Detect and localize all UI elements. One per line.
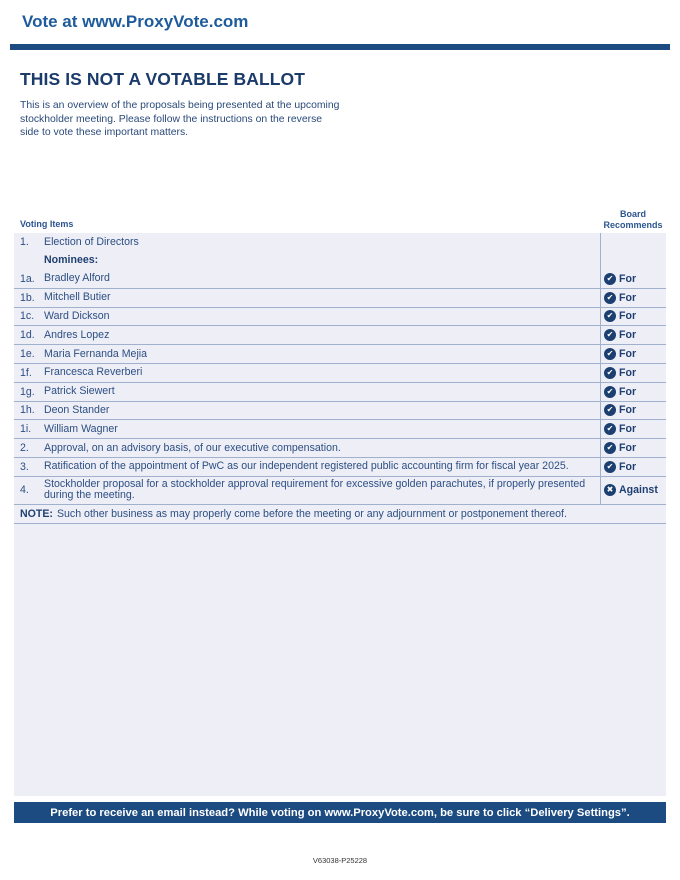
board-recommendation [600,233,666,251]
recommendation-label: For [619,329,637,342]
table-row [14,251,666,270]
board-recommendation [600,326,666,344]
board-recommendation [600,289,666,307]
item-number: 1d. [20,329,35,342]
item-number: 2. [20,442,29,455]
board-recommendation [600,383,666,401]
board-recommends-header [598,209,668,230]
delivery-settings-banner: Prefer to receive an email instead? While voting on www.ProxyVote.com, be sure to click “Delivery Settings”. [14,802,666,823]
item-text: William Wagner [44,422,118,435]
recommendation-label: For [619,272,637,285]
x-icon: ✖ [604,484,616,496]
board-recommends-header-line: Recommends [603,219,663,230]
item-text: Ratification of the appointment of PwC as our independent registered public accounting firm for fiscal year 2025. [44,460,569,473]
item-text: Stockholder proposal for a stockholder approval requirement for excessive golden parachutes, if properly presented during the meeting. [44,478,586,502]
board-recommendation [600,345,666,363]
check-icon: ✔ [604,386,616,398]
table-row [14,383,666,402]
item-number: 1f. [20,366,32,379]
check-icon: ✔ [604,329,616,341]
check-icon: ✔ [604,404,616,416]
voting-items-header: Voting Items [20,219,74,229]
board-recommendation [600,477,666,504]
voting-items-table [14,233,666,524]
page-title: THIS IS NOT A VOTABLE BALLOT [20,69,306,89]
item-number: 1g. [20,385,35,398]
check-icon: ✔ [604,310,616,322]
item-text: Andres Lopez [44,328,110,341]
item-number: 1i. [20,423,32,436]
board-recommends-header-line: Board [619,209,646,219]
item-number: 4. [20,484,29,497]
table-row [14,477,666,505]
check-icon: ✔ [604,292,616,304]
item-number: 1c. [20,310,35,323]
board-recommendation [600,308,666,326]
recommendation-label: For [619,404,637,417]
recommendation-label: Against [619,484,658,497]
note-text: Such other business as may properly come before the meeting or any adjournment or postponement thereof. [56,507,567,520]
board-recommendation [600,270,666,288]
table-row [14,402,666,421]
board-recommendation [600,458,666,476]
table-row [14,326,666,345]
table-row [14,345,666,364]
recommendation-label: For [619,366,637,379]
item-number: 1e. [20,348,35,361]
check-icon: ✔ [604,442,616,454]
header-rule [10,44,670,50]
item-text: Patrick Siewert [44,385,115,398]
table-row [14,308,666,327]
check-icon: ✔ [604,273,616,285]
board-recommendation [600,402,666,420]
note-row [14,505,666,524]
recommendation-label: For [619,442,637,455]
recommendation-label: For [619,423,637,436]
table-row [14,270,666,289]
check-icon: ✔ [604,348,616,360]
recommendation-label: For [619,348,637,361]
item-number: 1b. [20,291,35,304]
item-text: Mitchell Butier [44,291,111,304]
item-text: Francesca Reverberi [44,366,143,379]
board-recommendation [600,420,666,438]
board-recommendation [600,251,666,270]
table-row [14,439,666,458]
item-text: Maria Fernanda Mejia [44,347,148,360]
recommendation-label: For [619,385,637,398]
item-number: 1a. [20,272,35,285]
item-number: 1h. [20,404,35,417]
item-number: 1. [20,236,29,248]
recommendation-label: For [619,310,637,323]
check-icon: ✔ [604,423,616,435]
item-text: Bradley Alford [44,272,110,285]
board-recommendation [600,439,666,457]
item-text: Election of Directors [44,235,139,248]
item-text: Ward Dickson [44,309,110,322]
table-row [14,420,666,439]
proxyvote-link[interactable]: Vote at www.ProxyVote.com [22,12,249,31]
board-recommendation [600,364,666,382]
item-text: Deon Stander [44,403,110,416]
table-row [14,364,666,383]
recommendation-label: For [619,460,637,473]
document-code: V63038-P25228 [312,856,368,865]
note-label: NOTE: [20,507,53,520]
check-icon: ✔ [604,367,616,379]
item-text: Nominees: [44,254,99,266]
recommendation-label: For [619,291,637,304]
table-row [14,458,666,477]
table-row [14,233,666,251]
check-icon: ✔ [604,461,616,473]
item-text: Approval, on an advisory basis, of our executive compensation. [44,441,341,454]
intro-text: This is an overview of the proposals being presented at the upcoming stockholder meeting. Please follow the instructions on the reverse side to vote these important matters. [20,100,340,139]
table-row [14,289,666,308]
item-number: 3. [20,460,29,473]
